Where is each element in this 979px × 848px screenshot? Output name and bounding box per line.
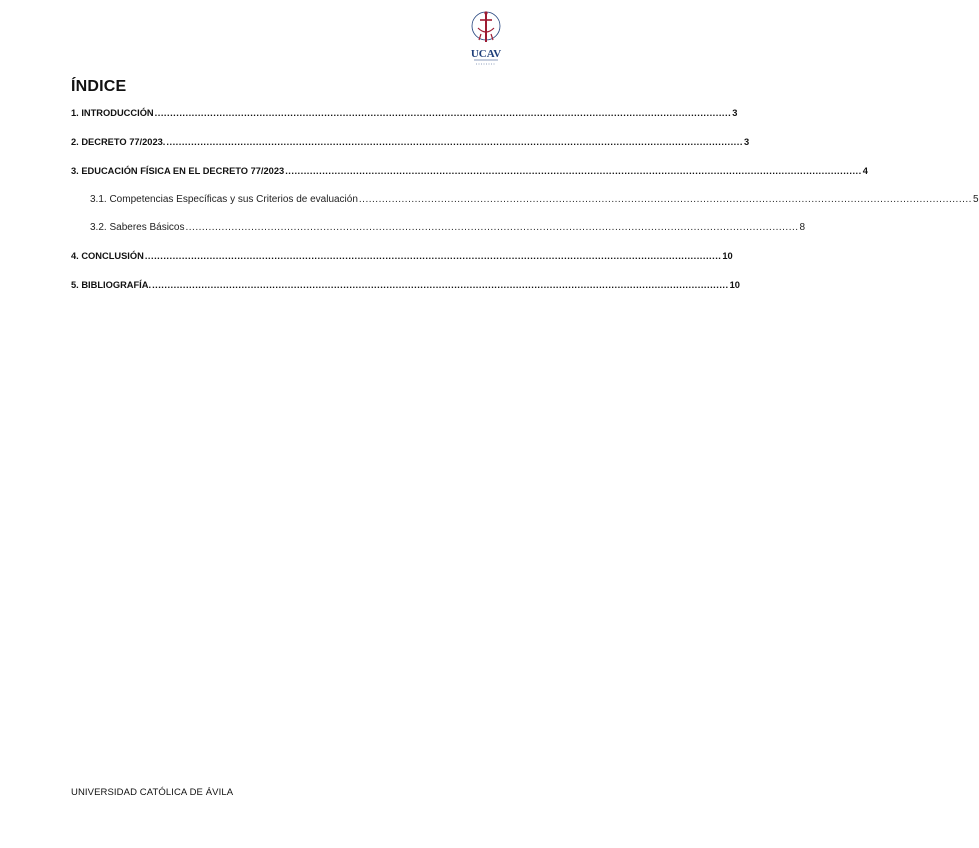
toc-entry-label: 5. BIBLIOGRAFÍA.: [71, 280, 152, 290]
toc-leader-dots: ...........................................................................................................................................................................................: [285, 166, 862, 176]
toc-leader-dots: ...........................................................................................................................................................................................: [152, 280, 729, 290]
toc-leader-dots: ...........................................................................................................................................................................................: [185, 222, 799, 233]
page-footer: UNIVERSIDAD CATÓLICA DE ÁVILA: [71, 787, 234, 798]
toc-entry-bibliografia[interactable]: [71, 280, 740, 296]
toc-leader-dots: ...........................................................................................................................................................................................: [358, 194, 972, 205]
toc-leader-dots: ...........................................................................................................................................................................................: [154, 108, 732, 118]
toc-entry-label: 4. CONCLUSIÓN: [71, 251, 144, 261]
toc-page-number: 10: [722, 251, 733, 261]
toc-entry-saberes-basicos[interactable]: [90, 222, 806, 238]
university-logo: [462, 8, 510, 70]
toc-page-number: 4: [862, 166, 868, 176]
page-title: ÍNDICE: [71, 78, 127, 95]
toc-entry-label: 1. INTRODUCCIÓN: [71, 108, 154, 118]
toc-page-number: 10: [729, 280, 740, 290]
toc-entry-label: 2. DECRETO 77/2023.: [71, 137, 166, 147]
toc-entry-decreto[interactable]: [71, 137, 750, 153]
toc-page-number: 5: [972, 194, 979, 205]
toc-entry-label: 3.1. Competencias Específicas y sus Criterios de evaluación: [90, 194, 358, 205]
toc-entry-introduccion[interactable]: [71, 108, 738, 124]
toc-page-number: 3: [743, 137, 750, 147]
logo-text: UCAV: [470, 48, 502, 60]
toc-leader-dots: ...........................................................................................................................................................................................: [166, 137, 743, 147]
toc-page-number: 3: [732, 108, 738, 118]
toc-entry-competencias[interactable]: [90, 194, 979, 210]
toc-entry-label: 3. EDUCACIÓN FÍSICA EN EL DECRETO 77/2023: [71, 166, 285, 176]
toc-page-number: 8: [799, 222, 806, 233]
toc-entry-label: 3.2. Saberes Básicos: [90, 222, 185, 233]
toc-entry-conclusion[interactable]: [71, 251, 733, 267]
toc-leader-dots: ...........................................................................................................................................................................................: [144, 251, 722, 261]
toc-entry-educacion-fisica[interactable]: [71, 166, 868, 182]
